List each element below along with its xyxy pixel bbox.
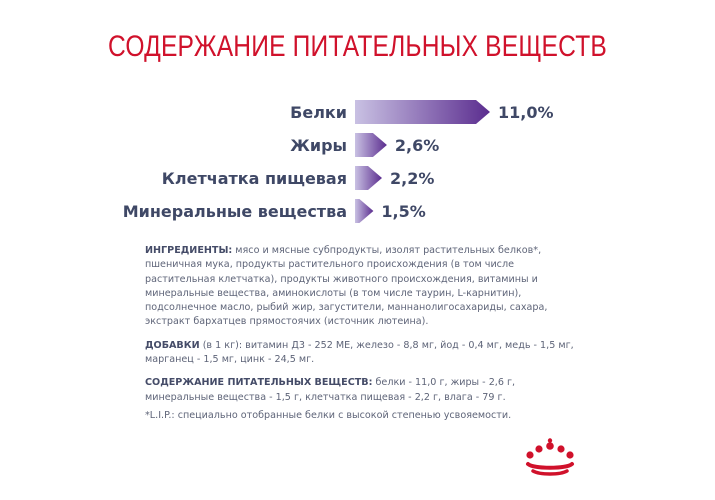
additives-label: ДОБАВКИ xyxy=(145,339,200,351)
page-title: СОДЕРЖАНИЕ ПИТАТЕЛЬНЫХ ВЕЩЕСТВ xyxy=(108,30,607,63)
nutrients-label: СОДЕРЖАНИЕ ПИТАТЕЛЬНЫХ ВЕЩЕСТВ: xyxy=(145,377,373,389)
nutrients-text: белки - 11,0 г, жиры - 2,6 г, минеральные вещества - 1,5 г, клетчатка пищевая - 2,2 г, влага - 79 г. xyxy=(145,377,516,403)
nutrient-bar-chart xyxy=(0,90,715,240)
ingredients-paragraph xyxy=(145,244,577,330)
value-label-2: 2,2% xyxy=(390,169,435,188)
value-label-0: 11,0% xyxy=(498,103,554,122)
nutrients-paragraph xyxy=(145,376,577,405)
bar-3 xyxy=(355,199,373,223)
value-label-3: 1,5% xyxy=(381,202,426,221)
ingredients-label: ИНГРЕДИЕНТЫ: xyxy=(145,245,233,256)
royal-crown-icon xyxy=(520,438,580,478)
category-label-2: Клетчатка пищевая xyxy=(161,169,347,188)
additives-text: витамин Д3 - 252 МЕ, железо - 8,8 мг, йод - 0,4 мг, медь - 1,5 мг, марганец - 1,5 мг, цинк - 24,5 мг. xyxy=(145,339,574,366)
footnote: *L.I.P.: специально отобранные белки с высокой степенью усвояемости. xyxy=(145,410,512,421)
product-info xyxy=(145,244,577,414)
value-label-1: 2,6% xyxy=(394,136,440,155)
category-label-1: Жиры xyxy=(290,136,347,155)
bar-0 xyxy=(355,100,490,124)
category-label-3: Минеральные вещества xyxy=(122,202,347,221)
category-label-0: Белки xyxy=(290,103,347,122)
additives-qualifier: (в 1 кг): xyxy=(202,339,243,351)
bar-1 xyxy=(355,133,387,157)
additives-paragraph xyxy=(145,339,577,368)
ingredients-text: мясо и мясные субпродукты, изолят растительных белков*, пшеничная мука, продукты растительного происхождения (в том числе растительная клетчатка), продукты животного происхождения, витамины и минеральные вещества, аминокислоты (в том числе таурин, L-карнитин), подсолнечное масло, рыбий жир, загустители, маннанолигосахариды, сахара, экстракт бархатцев прямостоячих (источник лютеина). xyxy=(145,245,548,328)
bar-2 xyxy=(355,166,382,190)
